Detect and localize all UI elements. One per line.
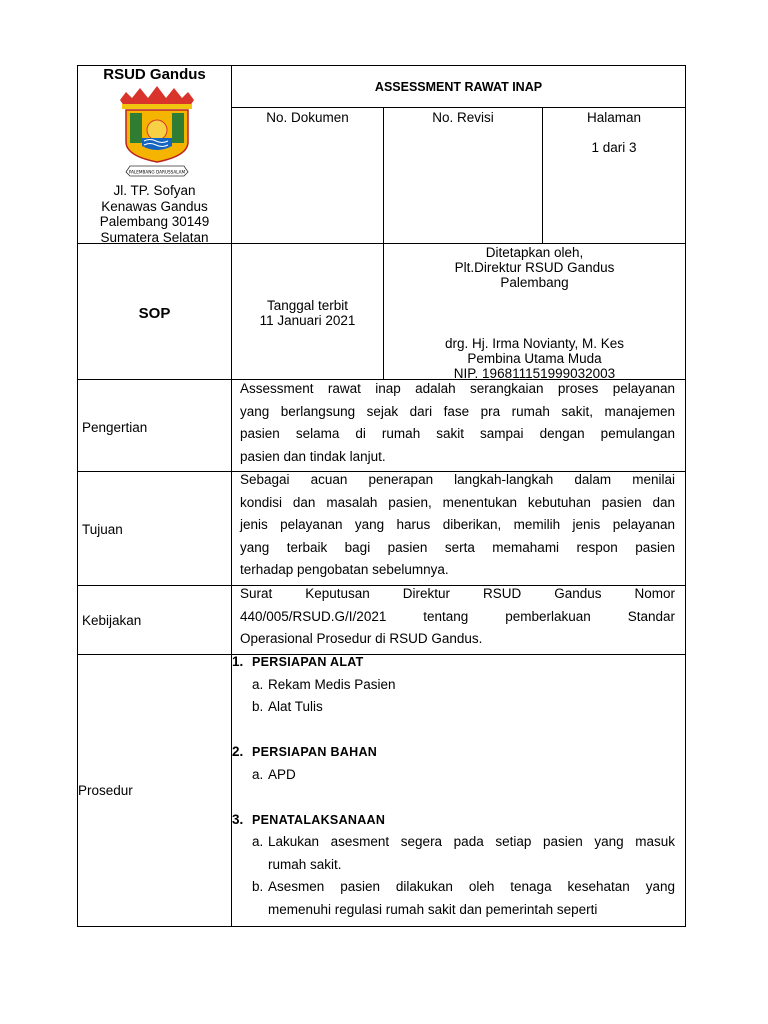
item-text: Asesmen pasien dilakukan oleh tenaga kesehatan yang [268, 879, 675, 894]
header-divider-2 [542, 107, 543, 243]
pengertian-line: pasien selama di rumah sakit sampai dengan pemulangan [240, 426, 675, 441]
document-title: ASSESSMENT RAWAT INAP [374, 80, 543, 94]
director-name: drg. Hj. Irma Novianty, M. Kes [444, 336, 625, 351]
kebijakan-text [240, 583, 675, 651]
kebijakan-line: Surat Keputusan Direktur RSUD Gandus Nomor [240, 586, 675, 601]
approval-line: Ditetapkan oleh, [485, 245, 584, 260]
issued-date: 11 Januari 2021 [259, 313, 356, 328]
director-signature-block [384, 336, 685, 381]
procedure-heading [232, 651, 675, 674]
kebijakan-label: Kebijakan [82, 613, 142, 628]
prosedur-content [232, 651, 675, 921]
logo-caption: PALEMBANG DARUSSALAM [128, 169, 186, 175]
revision-number-label: No. Revisi [432, 110, 494, 125]
item-text-continued: memenuhi regulasi rumah sakit dan pemerintah seperti [268, 901, 598, 917]
address-line: Jl. TP. Sofyan [113, 183, 196, 198]
list-item [232, 674, 675, 697]
tujuan-line: yang terbaik bagi pasien serta memahami respon pasien [240, 539, 675, 555]
sop-label: SOP [138, 305, 171, 322]
tujuan-line: kondisi dan masalah pasien, menentukan kebutuhan pasien dan [240, 494, 675, 510]
procedure-heading [232, 741, 675, 764]
item-text-continued: rumah sakit. [268, 856, 342, 872]
table-border-bottom [77, 926, 686, 927]
doc-number-label: No. Dokumen [266, 110, 349, 125]
item-letter: a. [252, 834, 264, 849]
page-label: Halaman [586, 110, 642, 125]
tujuan-line: Sebagai acuan penerapan langkah-langkah dalam menilai [240, 472, 675, 487]
item-text: APD [268, 766, 296, 782]
address-line: Sumatera Selatan [100, 229, 209, 245]
item-text: Rekam Medis Pasien [268, 676, 396, 692]
procedure-heading [232, 809, 675, 832]
rsud-gandus-logo [116, 86, 198, 178]
tujuan-label: Tujuan [82, 522, 123, 537]
table-border-right [685, 65, 686, 927]
pengertian-label: Pengertian [82, 420, 148, 435]
list-item [232, 831, 675, 876]
address-line: Palembang 30149 [99, 214, 210, 229]
issued-date-block [232, 298, 383, 328]
hospital-name: RSUD Gandus [103, 66, 206, 83]
heading-title: PERSIAPAN BAHAN [252, 745, 378, 759]
director-rank: Pembina Utama Muda [467, 351, 602, 366]
hospital-address [78, 183, 231, 245]
kebijakan-line: 440/005/RSUD.G/I/2021 tentang pemberlakuan Standar [240, 608, 675, 624]
item-letter: b. [252, 699, 264, 714]
heading-number: 3. [232, 811, 244, 827]
item-letter: a. [252, 766, 264, 782]
approval-line: Plt.Direktur RSUD Gandus [454, 260, 615, 275]
issued-label: Tanggal terbit [266, 298, 349, 313]
list-item [232, 764, 675, 787]
item-letter: a. [252, 676, 264, 692]
list-item [232, 876, 675, 921]
title-divider [231, 107, 686, 108]
pengertian-line: Assessment rawat inap adalah serangkaian proses pelayanan [240, 381, 675, 396]
heading-number: 1. [232, 654, 244, 669]
director-nip: NIP. 196811151999032003 [453, 366, 616, 381]
pengertian-line: pasien dan tindak lanjut. [240, 448, 386, 464]
heading-title: PENATALAKSANAAN [252, 812, 386, 827]
tujuan-text [240, 469, 675, 582]
heading-number: 2. [232, 744, 244, 759]
address-line: Kenawas Gandus [101, 198, 208, 214]
heading-title: PERSIAPAN ALAT [252, 655, 364, 669]
page-value: 1 dari 3 [591, 140, 637, 155]
approval-line: Palembang [500, 275, 569, 290]
approval-block [384, 245, 685, 290]
pengertian-text [240, 378, 675, 468]
kebijakan-line: Operasional Prosedur di RSUD Gandus. [240, 631, 483, 646]
item-text: Alat Tulis [268, 699, 323, 714]
item-letter: b. [252, 879, 264, 894]
list-item [232, 696, 675, 719]
item-text: Lakukan asesment segera pada setiap pasien yang masuk [268, 834, 675, 849]
prosedur-label: Prosedur [78, 783, 133, 798]
pengertian-line: yang berlangsung sejak dari fase pra rumah sakit, manajemen [240, 403, 675, 419]
tujuan-line: jenis pelayanan yang harus diberikan, memilih jenis pelayanan [240, 517, 675, 532]
tujuan-line: terhadap pengobatan sebelumnya. [240, 562, 449, 577]
